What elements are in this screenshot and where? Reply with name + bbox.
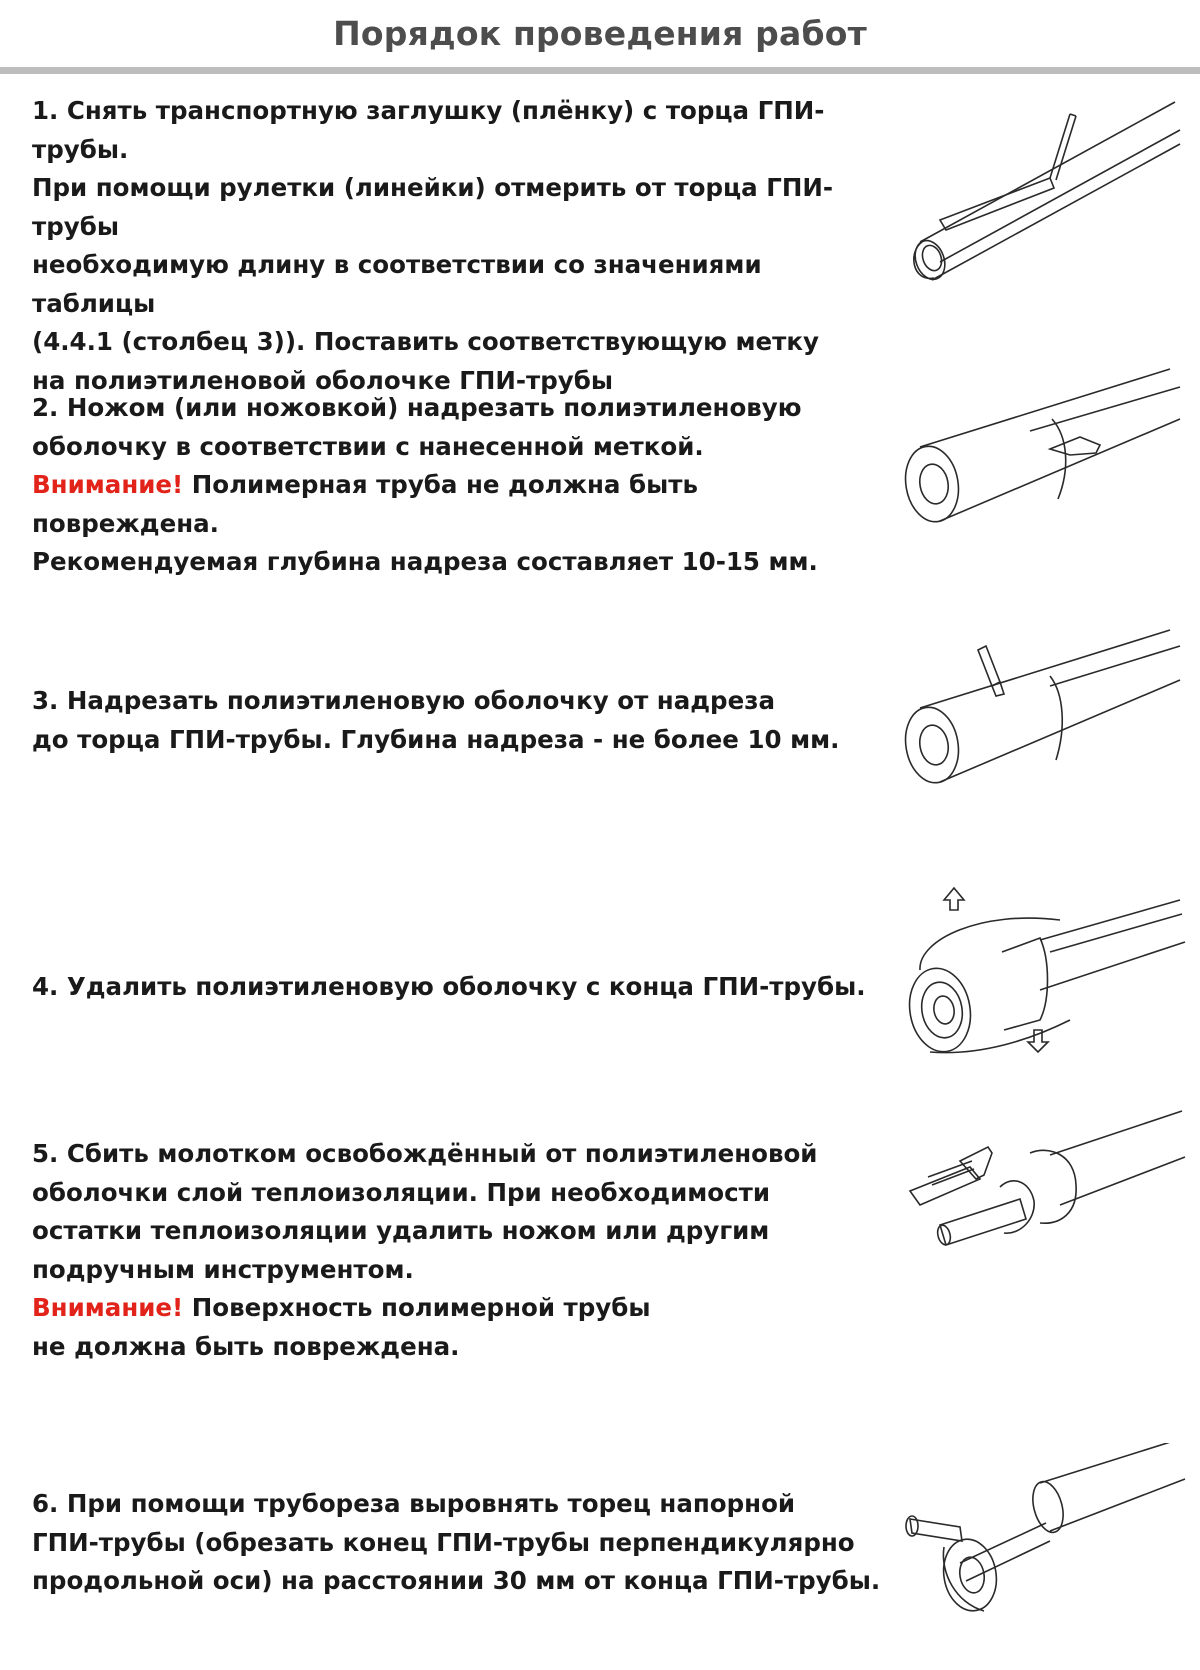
step-1-line: необходимую длину в соответствии со значениями таблицы xyxy=(32,250,762,318)
step-4-line: 4. Удалить полиэтиленовую оболочку с конца ГПИ-трубы. xyxy=(32,972,866,1001)
page-header xyxy=(0,0,1200,72)
warning-label: Внимание! xyxy=(32,1293,184,1322)
pipe-cutter-icon xyxy=(906,1443,1185,1615)
step-1-illustration xyxy=(900,92,1190,302)
warning-label: Внимание! xyxy=(32,470,184,499)
step-1-line: на полиэтиленовой оболочке ГПИ-трубы xyxy=(32,365,614,395)
sheath-removal-icon xyxy=(903,888,1185,1057)
step-4-text xyxy=(32,968,892,1007)
step-5-warning-line xyxy=(32,1289,892,1328)
title-divider xyxy=(0,67,1200,74)
step-3-line: 3. Надрезать полиэтиленовую оболочку от надреза xyxy=(32,686,775,715)
step-2-warning-line xyxy=(32,466,892,543)
step-6-line: ГПИ-трубы (обрезать конец ГПИ-трубы перпендикулярно xyxy=(32,1527,855,1557)
step-1-line: (4.4.1 (столбец 3)). Поставить соответствующую метку xyxy=(32,327,819,356)
step-6-line: 6. При помощи трубореза выровнять торец напорной xyxy=(32,1489,796,1518)
step-1-text xyxy=(32,92,892,400)
step-5-text xyxy=(32,1135,892,1366)
step-1-line: 1. Снять транспортную заглушку (плёнку) с торца ГПИ-трубы. xyxy=(32,96,825,164)
warning-text: Поверхность полимерной трубы xyxy=(183,1293,651,1322)
step-3-illustration xyxy=(900,620,1190,800)
step-5-line: не должна быть повреждена. xyxy=(32,1331,460,1361)
hammer-insulation-icon xyxy=(910,1111,1185,1246)
page-title: Порядок проведения работ xyxy=(333,14,867,53)
step-3-text xyxy=(32,682,892,759)
step-6-illustration xyxy=(900,1443,1190,1623)
step-6-line: продольной оси) на расстоянии 30 мм от конца ГПИ-трубы. xyxy=(32,1566,881,1595)
step-2-illustration xyxy=(900,359,1190,539)
step-5-line: 5. Сбить молотком освобождённый от полиэтиленовой xyxy=(32,1139,818,1168)
step-2-line: оболочку в соответствии с нанесенной меткой. xyxy=(32,431,704,461)
step-2-text xyxy=(32,389,892,582)
pipe-longitudinal-cut-icon xyxy=(900,630,1180,787)
step-6-text xyxy=(32,1485,892,1601)
step-2-line: 2. Ножом (или ножовкой) надрезать полиэтиленовую xyxy=(32,393,802,422)
step-5-line: подручным инструментом. xyxy=(32,1254,414,1284)
pipe-cut-icon xyxy=(900,369,1180,526)
warning-text: Полимерная труба не должна быть повреждена. xyxy=(32,470,698,538)
step-4-illustration xyxy=(900,880,1190,1070)
step-5-line: оболочки слой теплоизоляции. При необходимости xyxy=(32,1177,771,1207)
pipe-measure-icon xyxy=(910,102,1180,284)
step-1-line: При помощи рулетки (линейки) отмерить от торца ГПИ-трубы xyxy=(32,173,834,241)
step-2-line: Рекомендуемая глубина надреза составляет 10-15 мм. xyxy=(32,547,818,576)
step-3-line: до торца ГПИ-трубы. Глубина надреза - не более 10 мм. xyxy=(32,724,840,754)
step-5-illustration xyxy=(900,1095,1190,1285)
step-5-line: остатки теплоизоляции удалить ножом или другим xyxy=(32,1216,770,1245)
